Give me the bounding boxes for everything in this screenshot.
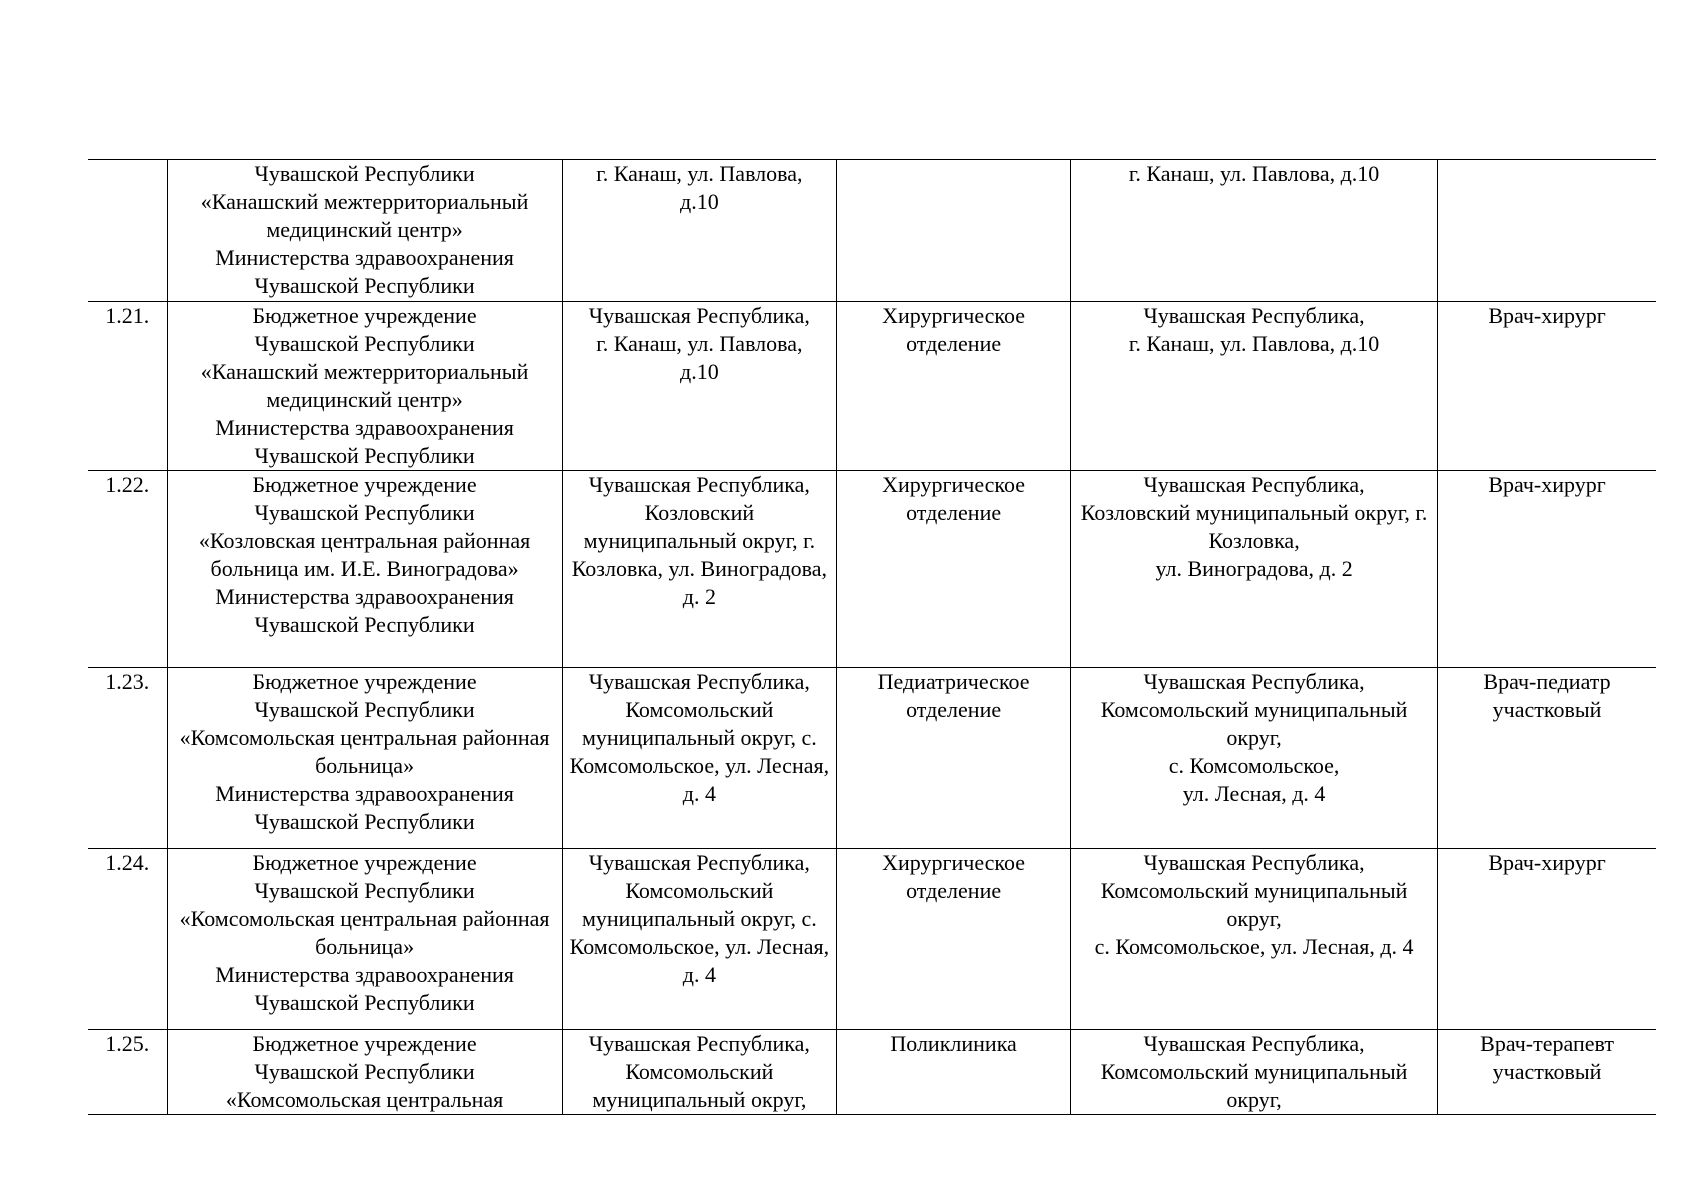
workplace-address-cell: Чувашская Республика, Комсомольский муниципальный округ, с. Комсомольское, ул. Лесная, д. 4 xyxy=(1071,849,1438,1030)
institution-cell: Бюджетное учреждение Чувашской Республики «Комсомольская центральная районная больница» Министерства здравоохранения Чувашской Республики xyxy=(167,668,562,849)
workplace-address-cell: Чувашская Республика, Комсомольский муниципальный округ, с. Комсомольское, ул. Лесная, д. 4 xyxy=(1071,668,1438,849)
institution-cell: Бюджетное учреждение Чувашской Республики «Козловская центральная районная больница им. И.Е. Виноградова» Министерства здравоохранения Чувашской Республики xyxy=(167,471,562,668)
workplace-address-cell: г. Канаш, ул. Павлова, д.10 xyxy=(1071,160,1438,302)
position-cell: Врач-хирург xyxy=(1438,471,1656,668)
legal-address-cell: Чувашская Республика, Козловский муниципальный округ, г. Козловка, ул. Виноградова, д. 2 xyxy=(562,471,837,668)
department-cell: Педиатрическое отделение xyxy=(837,668,1071,849)
workplace-address-cell: Чувашская Республика, Козловский муниципальный округ, г. Козловка, ул. Виноградова, д. 2 xyxy=(1071,471,1438,668)
workplace-address-cell: Чувашская Республика, Комсомольский муниципальный округ, xyxy=(1071,1030,1438,1115)
row-number-cell: 1.25. xyxy=(88,1030,167,1115)
legal-address-cell: Чувашская Республика, Комсомольский муниципальный округ, с. Комсомольское, ул. Лесная, д. 4 xyxy=(562,849,837,1030)
department-cell: Поликлиника xyxy=(837,1030,1071,1115)
institution-cell: Чувашской Республики «Канашский межтерриториальный медицинский центр» Министерства здравоохранения Чувашской Республики xyxy=(167,160,562,302)
department-cell: Хирургическое отделение xyxy=(837,471,1071,668)
position-cell: Врач-хирург xyxy=(1438,302,1656,471)
table-row xyxy=(88,302,1656,471)
table-row xyxy=(88,160,1656,302)
institution-cell: Бюджетное учреждение Чувашской Республики «Канашский межтерриториальный медицинский центр» Министерства здравоохранения Чувашской Республики xyxy=(167,302,562,471)
position-cell: Врач-хирург xyxy=(1438,849,1656,1030)
workplace-address-cell: Чувашская Республика, г. Канаш, ул. Павлова, д.10 xyxy=(1071,302,1438,471)
institutions-table xyxy=(88,159,1656,1115)
position-cell: Врач-терапевт участковый xyxy=(1438,1030,1656,1115)
table-row xyxy=(88,849,1656,1030)
department-cell: Хирургическое отделение xyxy=(837,849,1071,1030)
legal-address-cell: Чувашская Республика, Комсомольский муниципальный округ, с. Комсомольское, ул. Лесная, д. 4 xyxy=(562,668,837,849)
legal-address-cell: г. Канаш, ул. Павлова, д.10 xyxy=(562,160,837,302)
institution-cell: Бюджетное учреждение Чувашской Республики «Комсомольская центральная xyxy=(167,1030,562,1115)
position-cell xyxy=(1438,160,1656,302)
institution-cell: Бюджетное учреждение Чувашской Республики «Комсомольская центральная районная больница» Министерства здравоохранения Чувашской Республики xyxy=(167,849,562,1030)
table-row xyxy=(88,668,1656,849)
row-number-cell: 1.22. xyxy=(88,471,167,668)
department-cell xyxy=(837,160,1071,302)
legal-address-cell: Чувашская Республика, г. Канаш, ул. Павлова, д.10 xyxy=(562,302,837,471)
row-number-cell: 1.23. xyxy=(88,668,167,849)
table-row xyxy=(88,471,1656,668)
table-row xyxy=(88,1030,1656,1115)
position-cell: Врач-педиатр участковый xyxy=(1438,668,1656,849)
department-cell: Хирургическое отделение xyxy=(837,302,1071,471)
row-number-cell: 1.21. xyxy=(88,302,167,471)
row-number-cell: 1.24. xyxy=(88,849,167,1030)
legal-address-cell: Чувашская Республика, Комсомольский муниципальный округ, xyxy=(562,1030,837,1115)
row-number-cell xyxy=(88,160,167,302)
